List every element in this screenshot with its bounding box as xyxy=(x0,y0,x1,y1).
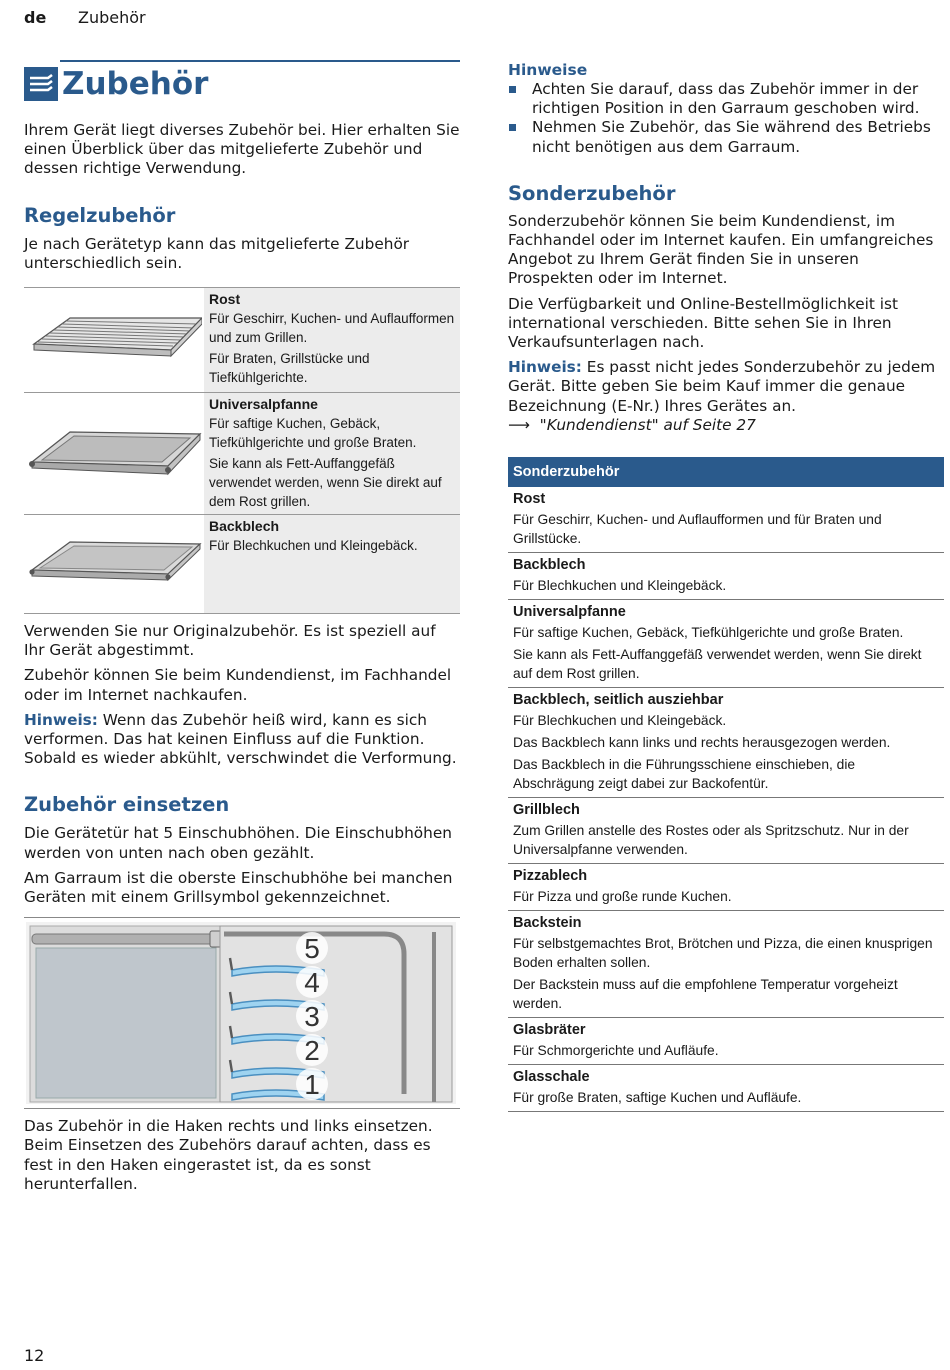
level-label: 1 xyxy=(304,1069,320,1101)
table-row xyxy=(508,688,944,798)
accessory-table xyxy=(24,287,460,614)
table-header: Sonderzubehör xyxy=(508,457,944,487)
running-header-section: Zubehör xyxy=(78,8,146,27)
original-accessory-paragraph: Verwenden Sie nur Originalzubehör. Es ist speziell auf Ihr Gerät abgestimmt. xyxy=(24,622,436,660)
oven-cavity-paragraph: Am Garraum ist die oberste Einschubhöhe bei manchen Geräten mit einem Grillsymbol gekennzeichnet. xyxy=(24,868,453,907)
accessory-name: Universalpfanne xyxy=(209,396,318,413)
item-description: Für selbstgemachtes Brot, Brötchen und Pizza, die einen knusprigen Boden erhalten sollen. xyxy=(513,936,933,971)
rack-icon xyxy=(24,288,204,392)
oven-shelf-levels-illustration xyxy=(24,917,460,1109)
table-row xyxy=(508,911,944,1018)
item-name: Universalpfanne xyxy=(513,604,626,621)
accessory-name: Backblech xyxy=(209,518,280,535)
baking-tray-icon xyxy=(24,515,204,613)
section-heading-sonderzubehoer: Sonderzubehör xyxy=(508,181,676,205)
intro-paragraph: Ihrem Gerät liegt diverses Zubehör bei. Hier erhalten Sie einen Überblick über das mitgelieferte Zubehör und dessen richtige Verwendung. xyxy=(24,121,460,178)
availability-paragraph: Die Verfügbarkeit und Online-Bestellmöglichkeit ist international verschieden. Bitte sehen Sie in Ihren Verkaufsunterlagen nach. xyxy=(508,294,898,352)
item-description: Für saftige Kuchen, Gebäck, Tiefkühlgerichte und große Braten. xyxy=(513,625,904,641)
hinweis-text: Wenn das Zubehör heiß wird, kann es sich verformen. Das hat keinen Einfluss auf die Funktion. Sobald es wieder abkühlt, verschwindet die Verformung. xyxy=(24,710,457,768)
table-row xyxy=(508,487,944,553)
accessory-description: Sie kann als Fett-Auffanggefäß verwendet werden, wenn Sie direkt auf dem Rost grillen. xyxy=(209,456,442,510)
hinweis-paragraph xyxy=(24,711,460,769)
accessory-row xyxy=(24,515,460,613)
level-label: 3 xyxy=(304,1001,320,1033)
hinweis-label: Hinweis: xyxy=(24,710,98,729)
level-label: 5 xyxy=(304,933,320,965)
accessory-text xyxy=(204,393,460,514)
title-rule xyxy=(60,60,460,62)
item-name: Rost xyxy=(513,491,546,508)
hinweis-paragraph xyxy=(508,358,944,416)
chapter-title: Zubehör xyxy=(62,66,209,102)
arrow-right-icon: ⟶ xyxy=(508,415,530,434)
special-accessory-table xyxy=(508,457,944,1112)
door-levels-paragraph: Die Gerätetür hat 5 Einschubhöhen. Die Einschubhöhen werden von unten nach oben gezählt. xyxy=(24,824,452,862)
page-number: 12 xyxy=(24,1346,45,1365)
accessory-description: Für saftige Kuchen, Gebäck, Tiefkühlgerichte und große Braten. xyxy=(209,416,417,451)
item-name: Backblech xyxy=(513,557,586,574)
item-name: Glasbräter xyxy=(513,1022,586,1039)
notes-bullet xyxy=(508,118,944,156)
item-description: Für Blechkuchen und Kleingebäck. xyxy=(513,578,727,594)
cross-reference[interactable] xyxy=(508,416,944,435)
table-row xyxy=(508,600,944,688)
item-description: Das Backblech kann links und rechts herausgezogen werden. xyxy=(513,735,891,751)
purchase-paragraph: Zubehör können Sie beim Kundendienst, im Fachhandel oder im Internet nachkaufen. xyxy=(24,666,452,704)
bullet-text: Achten Sie darauf, dass das Zubehör immer in der richtigen Position in den Garraum geschoben wird. xyxy=(532,80,920,118)
item-name: Backstein xyxy=(513,915,582,932)
item-description: Für große Braten, saftige Kuchen und Aufläufe. xyxy=(513,1090,802,1106)
notes-heading: Hinweise xyxy=(508,61,588,79)
level-label: 2 xyxy=(304,1035,320,1067)
accessory-chapter-icon xyxy=(24,67,58,101)
universal-pan-icon xyxy=(24,393,204,514)
accessory-description: Für Geschirr, Kuchen- und Auflaufformen und zum Grillen. xyxy=(209,311,455,346)
language-code: de xyxy=(24,8,47,27)
accessory-description: Für Blechkuchen und Kleingebäck. xyxy=(209,538,418,554)
table-row xyxy=(508,798,944,864)
section-heading-regelzubehoer: Regelzubehör xyxy=(24,203,176,227)
hinweis-text: Es passt nicht jedes Sonderzubehör zu jedem Gerät. Bitte geben Sie beim Kauf immer die genaue Bezeichnung (E-Nr.) Ihres Gerätes an. xyxy=(508,358,936,415)
item-description: Sie kann als Fett-Auffanggefäß verwendet werden, wenn Sie direkt auf dem Rost grillen. xyxy=(513,647,922,682)
item-description: Das Backblech in die Führungsschiene einschieben, die Abschrägung zeigt dabei zur Backofentür. xyxy=(513,757,856,792)
right-column xyxy=(508,60,944,1112)
regel-paragraph: Je nach Gerätetyp kann das mitgelieferte Zubehör unterschiedlich sein. xyxy=(24,234,410,272)
item-name: Pizzablech xyxy=(513,868,588,885)
item-description: Für Schmorgerichte und Aufläufe. xyxy=(513,1043,719,1059)
item-name: Backblech, seitlich ausziehbar xyxy=(513,692,724,709)
cross-reference-link[interactable]: "Kundendienst" auf Seite 27 xyxy=(539,415,756,434)
hook-paragraph: Das Zubehör in die Haken rechts und links einsetzen. Beim Einsetzen des Zubehörs darauf achten, dass es fest in den Haken eingerastet ist, da es sonst herunterfallen. xyxy=(24,1117,433,1193)
item-description: Für Pizza und große runde Kuchen. xyxy=(513,889,732,905)
chapter-title-row xyxy=(24,64,460,104)
accessory-text xyxy=(204,515,460,613)
special-accessory-paragraph: Sonderzubehör können Sie beim Kundendienst, im Fachhandel oder im Internet kaufen. Ein umfangreiches Angebot zu Ihrem Gerät finden Sie in unseren Prospekten oder im Internet. xyxy=(508,211,934,288)
item-name: Glasschale xyxy=(513,1069,590,1086)
item-description: Der Backstein muss auf die empfohlene Temperatur vorgeheizt werden. xyxy=(513,977,898,1012)
bullet-square-icon xyxy=(508,80,532,118)
accessory-name: Rost xyxy=(209,291,241,308)
table-row xyxy=(508,1065,944,1112)
hinweis-label: Hinweis: xyxy=(508,358,582,377)
table-row xyxy=(508,553,944,600)
section-heading-einsetzen: Zubehör einsetzen xyxy=(24,793,230,817)
accessory-description: Für Braten, Grillstücke und Tiefkühlgerichte. xyxy=(209,351,370,386)
bullet-text: Nehmen Sie Zubehör, das Sie während des Betriebs nicht benötigen aus dem Garraum. xyxy=(532,118,931,156)
accessory-text xyxy=(204,288,460,392)
item-name: Grillblech xyxy=(513,802,580,819)
table-row xyxy=(508,1018,944,1065)
level-label: 4 xyxy=(304,967,320,999)
accessory-row xyxy=(24,393,460,515)
item-description: Zum Grillen anstelle des Rostes oder als Spritzschutz. Nur in der Universalpfanne verwenden. xyxy=(513,823,909,858)
left-column xyxy=(24,60,460,1194)
item-description: Für Blechkuchen und Kleingebäck. xyxy=(513,713,727,729)
accessory-row xyxy=(24,288,460,393)
bullet-square-icon xyxy=(508,118,532,156)
notes-bullet xyxy=(508,80,944,118)
table-row xyxy=(508,864,944,911)
item-description: Für Geschirr, Kuchen- und Auflaufformen und für Braten und Grillstücke. xyxy=(513,512,882,547)
